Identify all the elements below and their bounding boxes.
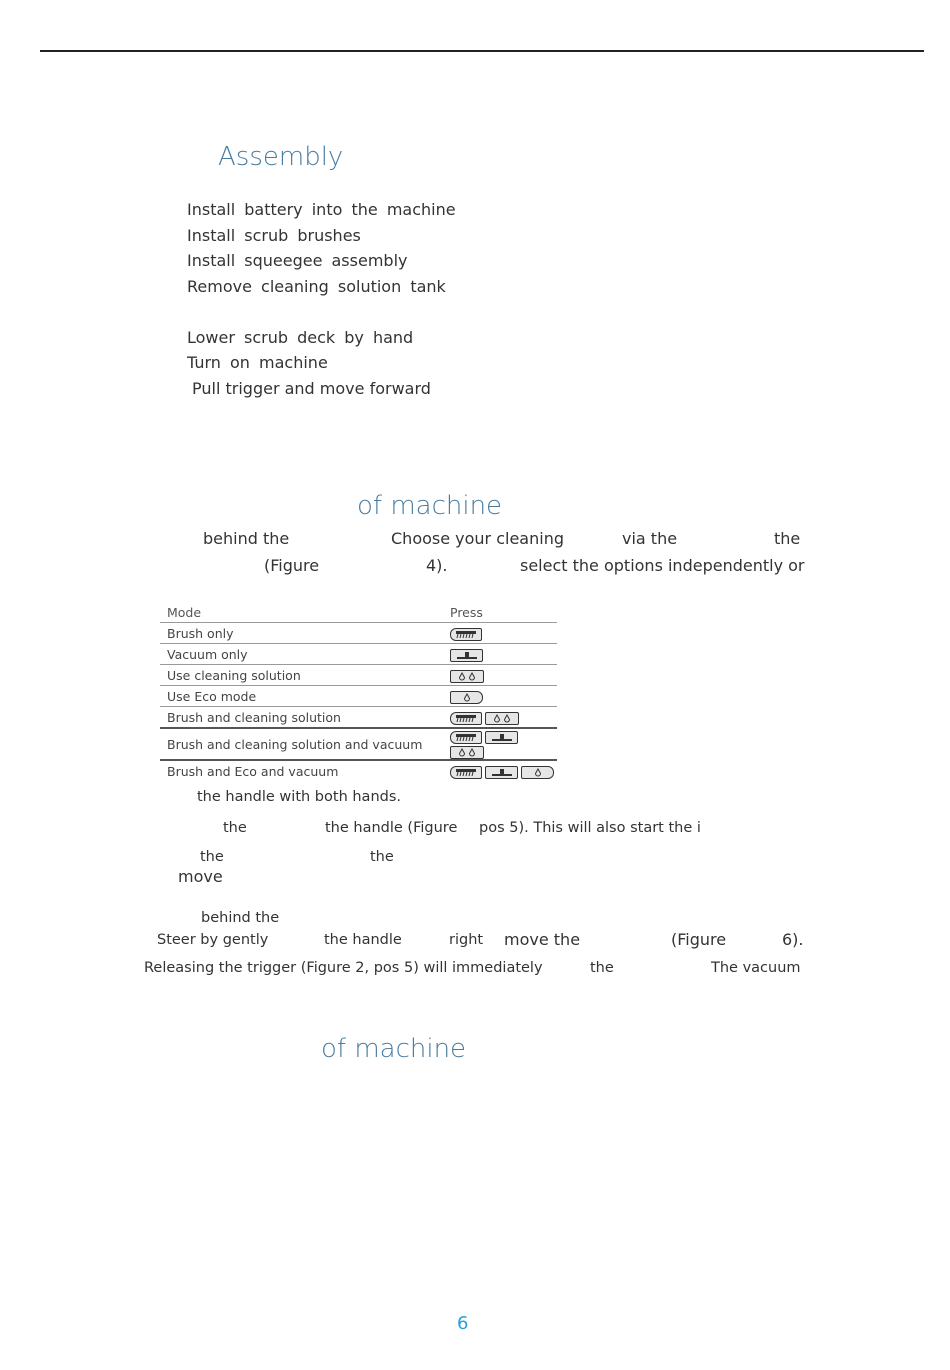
press-keys <box>450 623 557 644</box>
operation-text: 4). <box>426 556 448 575</box>
brush-key-icon <box>450 628 482 641</box>
assembly-step: Install scrub brushes <box>187 226 361 245</box>
press-keys <box>450 644 557 665</box>
operation-text: the <box>774 529 801 548</box>
instruction-text: right <box>449 932 484 948</box>
assembly-heading: Assembly <box>218 142 344 172</box>
instruction-text: behind the <box>201 910 280 926</box>
mode-label: Brush and cleaning solution and vacuum <box>160 728 450 760</box>
operation-text: Choose your cleaning <box>391 529 564 548</box>
mode-header: Mode <box>167 604 202 620</box>
solution-key-icon <box>485 712 519 725</box>
mode-table <box>160 602 557 781</box>
vacuum-key-icon <box>450 649 483 662</box>
instruction-text: the <box>200 849 224 865</box>
press-keys <box>450 665 557 686</box>
brush-key-icon <box>450 766 482 779</box>
operation-text: via the <box>622 529 678 548</box>
instruction-text: 6). <box>782 930 804 949</box>
instruction-text: move the <box>504 930 581 949</box>
eco-key-icon <box>521 766 554 779</box>
vacuum-key-icon <box>485 766 518 779</box>
eco-key-icon <box>450 691 483 704</box>
assembly-step: Install battery into the machine <box>187 200 456 219</box>
mode-label: Brush and Eco and vacuum <box>160 760 450 781</box>
operation-text: behind the <box>203 529 290 548</box>
instruction-text: Releasing the trigger (Figure 2, pos 5) will immediately <box>144 960 543 976</box>
brush-key-icon <box>450 731 482 744</box>
assembly-step: Install squeegee assembly <box>187 251 408 270</box>
solution-key-icon <box>450 746 484 759</box>
instruction-text: pos 5). This will also start the i <box>479 820 701 836</box>
instruction-text: the handle (Figure <box>325 820 458 836</box>
operation-text: (Figure <box>264 556 320 575</box>
section3-heading: of machine <box>321 1034 467 1064</box>
vacuum-key-icon <box>485 731 518 744</box>
assembly-step: Pull trigger and move forward <box>192 379 431 398</box>
assembly-step: Lower scrub deck by hand <box>187 328 414 347</box>
instruction-text: the handle with both hands. <box>197 789 401 805</box>
press-keys <box>450 728 557 760</box>
instruction-text: the <box>370 849 394 865</box>
instruction-text: Steer by gently <box>157 932 269 948</box>
instruction-text: (Figure <box>671 930 727 949</box>
operation-heading: of machine <box>357 491 503 521</box>
instruction-text: move <box>178 867 223 886</box>
instruction-text: the handle <box>324 932 402 948</box>
mode-label: Brush only <box>160 623 450 644</box>
mode-label: Vacuum only <box>160 644 450 665</box>
instruction-text: the <box>590 960 614 976</box>
press-keys <box>450 760 557 781</box>
press-header: Press <box>450 604 483 620</box>
brush-key-icon <box>450 712 482 725</box>
assembly-step: Remove cleaning solution tank <box>187 277 446 296</box>
instruction-text: the <box>223 820 247 836</box>
assembly-step: Turn on machine <box>187 353 328 372</box>
mode-label: Use cleaning solution <box>160 665 450 686</box>
header-rule <box>40 50 924 52</box>
page-number: 6 <box>457 1313 469 1334</box>
press-keys <box>450 707 557 729</box>
mode-label: Brush and cleaning solution <box>160 707 450 729</box>
mode-label: Use Eco mode <box>160 686 450 707</box>
operation-text: select the options independently or <box>520 556 805 575</box>
press-keys <box>450 686 557 707</box>
solution-key-icon <box>450 670 484 683</box>
instruction-text: The vacuum <box>711 960 801 976</box>
